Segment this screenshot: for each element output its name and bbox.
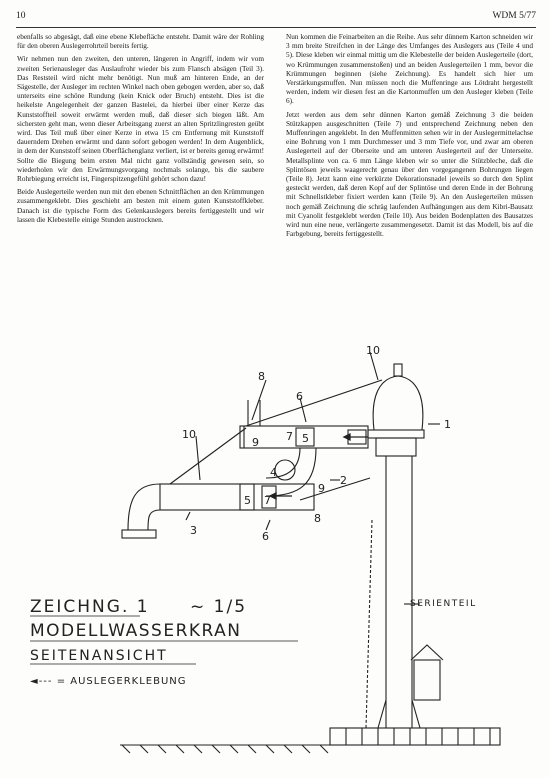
water-crane-drawing xyxy=(0,320,550,778)
paragraph: Wir nehmen nun den zweiten, den unteren, längeren in Angriff, indem wir vom zweiten Serienausleger das Auslaufrohr wieder bis zum Flansch absägen (Teil 3). Das Reststeil wird nicht mehr benötigt. Nun muß am hinteren Ende, an der Sägestelle, der Ausleger im rechten Winkel nach oben gebogen werden, aber so, daß unterseits eine schöne Rundung (kein Knick oder Bruch) entsteht. Dies ist die heikelste Angelegenheit der ganzen Bastelei, da hierbei über einer Kerze das Kunststoffteil soweit erwärmt werden muß, daß dieser sich biegen läßt. Am sichersten geht man, wenn dieser Arbeitsgang zuerst an alten Spritzlingresten geübt wird. Das Teil muß über einer Kerze in etwa 15 cm Entfernung mit Kunststoff dauerndem Drehen erwärmt und dann sofort gebogen werden! In dem Augenblick, in dem der Kunststoff seinen Oberflächenglanz verliert, ist er bereits genug erwärmt! Sollte die Biegung beim ersten Mal nicht ganz vollständig gewesen sein, so wiederholen wir den Erwärmungsvorgang nochmals solange, bis die saubere Rohrbiegung erreicht ist, Fingerspitzengefühl gehört schon dazu! xyxy=(17,55,264,184)
part-label: 10 xyxy=(366,344,380,357)
part-label: 1 xyxy=(444,418,451,431)
part-label: 7 xyxy=(264,494,271,507)
header-rule xyxy=(16,27,536,28)
paragraph: Nun kommen die Feinarbeiten an die Reihe. Aus sehr dünnem Karton schneiden wir 3 mm breite Streifchen in der Länge des Umfanges des Auslegers aus (Teile 4 und 5). Diese kleben wir einmal mittig um die Klebestelle der beiden Auslegerteile (dort, wo Krümmungen zusammenstoßen) und an beiden Auslegerteilen 1 mm, bevor die Krümmungen beginnen (siehe Zeichnung). Es handelt sich hier um Verstärkungsmuffen. Nun müssen noch die Muffenringe aus Lötdraht hergestellt werden, indem wir diesen fest an die Kartonmuffen um den Ausleger kleben (Teile 6). xyxy=(286,33,533,106)
issue-label: WDM 5/77 xyxy=(492,11,536,21)
part-label: 6 xyxy=(296,390,303,403)
part-label: 4 xyxy=(270,466,277,479)
lower-boom xyxy=(160,484,314,510)
drawing-scale: ~ 1/5 xyxy=(190,597,248,617)
part-label: 8 xyxy=(258,370,265,383)
stay-upper xyxy=(246,380,382,426)
part-label: 6 xyxy=(262,530,269,543)
part-label: 10 xyxy=(182,428,196,441)
crane-column xyxy=(386,456,412,728)
right-text-column xyxy=(286,33,533,243)
page-number: 10 xyxy=(16,11,26,21)
paragraph: ebenfalls so abgesägt, daß eine ebene Klebefläche entsteht. Damit wäre der Rohling für den oberen Auslegerrohrteil bereits fertig. xyxy=(17,33,264,51)
part-label: 2 xyxy=(340,474,347,487)
part-label: 3 xyxy=(190,524,197,537)
paragraph: Jetzt werden aus dem sehr dünnen Karton gemäß Zeichnung 3 die beiden Stützkappen ausgeschnitten (Teile 7) und entsprechend Zeichnung neben den Muffenringen angeklebt. In den Muffenmitten sehen wir in der Auslegermittelachse eine Bohrung von 1 mm Durchmesser und 3 mm Tiefe vor, und zwar am oberen Auslegerteil auf der Oberseite und am unteren Auslegerteil auf der Unterseite. Metallsplinte von ca. 6 mm Länge kleben wir so unter die Stützbleche, daß die Splintösen jeweils waagerecht genau über den vorgegangenen Bohrungen liegen (Teile 8). Jetzt kann eine verkürzte Dekorationsnadel jeweils so durch den Splint gesteckt werden, daß deren Kopf auf der Splintöse und deren Ende in der Bohrung mit Schnellstkleber fixiert werden kann (Teile 9). An den Auslegerteilen müssen noch gemäß Zeichnung die schräg laufenden Aufhängungen aus dem Kibri-Bausatz mit Cyanolit festgeklebt werden (Teile 10). Aus beiden Bodenplatten des Bausatzes wird nun eine neue, verlängerte zusammengesetzt. Damit ist das Modell, bis auf die Farbgebung, bereits fertiggestellt. xyxy=(286,110,533,239)
part-label: 7 xyxy=(286,430,293,443)
crane-head xyxy=(373,376,423,430)
part-label: 9 xyxy=(252,436,259,449)
part-label: 8 xyxy=(314,512,321,525)
spout-flange xyxy=(122,530,156,538)
left-text-column xyxy=(17,33,264,229)
part-label: 5 xyxy=(244,494,251,507)
drawing-subject: MODELLWASSERKRAN xyxy=(30,621,242,641)
part-label: 9 xyxy=(318,482,325,495)
drawing-legend: ◄--- = AUSLEGERKLEBUNG xyxy=(30,676,187,687)
valve-box xyxy=(414,660,440,700)
part-label: 5 xyxy=(302,432,309,445)
drawing-title: ZEICHNG. 1 xyxy=(30,597,150,617)
drawing-view: SEITENANSICHT xyxy=(30,648,168,664)
series-part-label: SERIENTEIL xyxy=(410,599,477,609)
paragraph: Beide Auslegerteile werden nun mit den ebenen Schnittflächen an den Krümmungen zusammengeklebt. Dies geschieht am besten mit einem guten Kunststoffkleber. Danach ist die typische Form des Gelenkauslegers bereits fertiggestellt und wir lassen die Klebestelle einige Stunden austrocknen. xyxy=(17,188,264,224)
